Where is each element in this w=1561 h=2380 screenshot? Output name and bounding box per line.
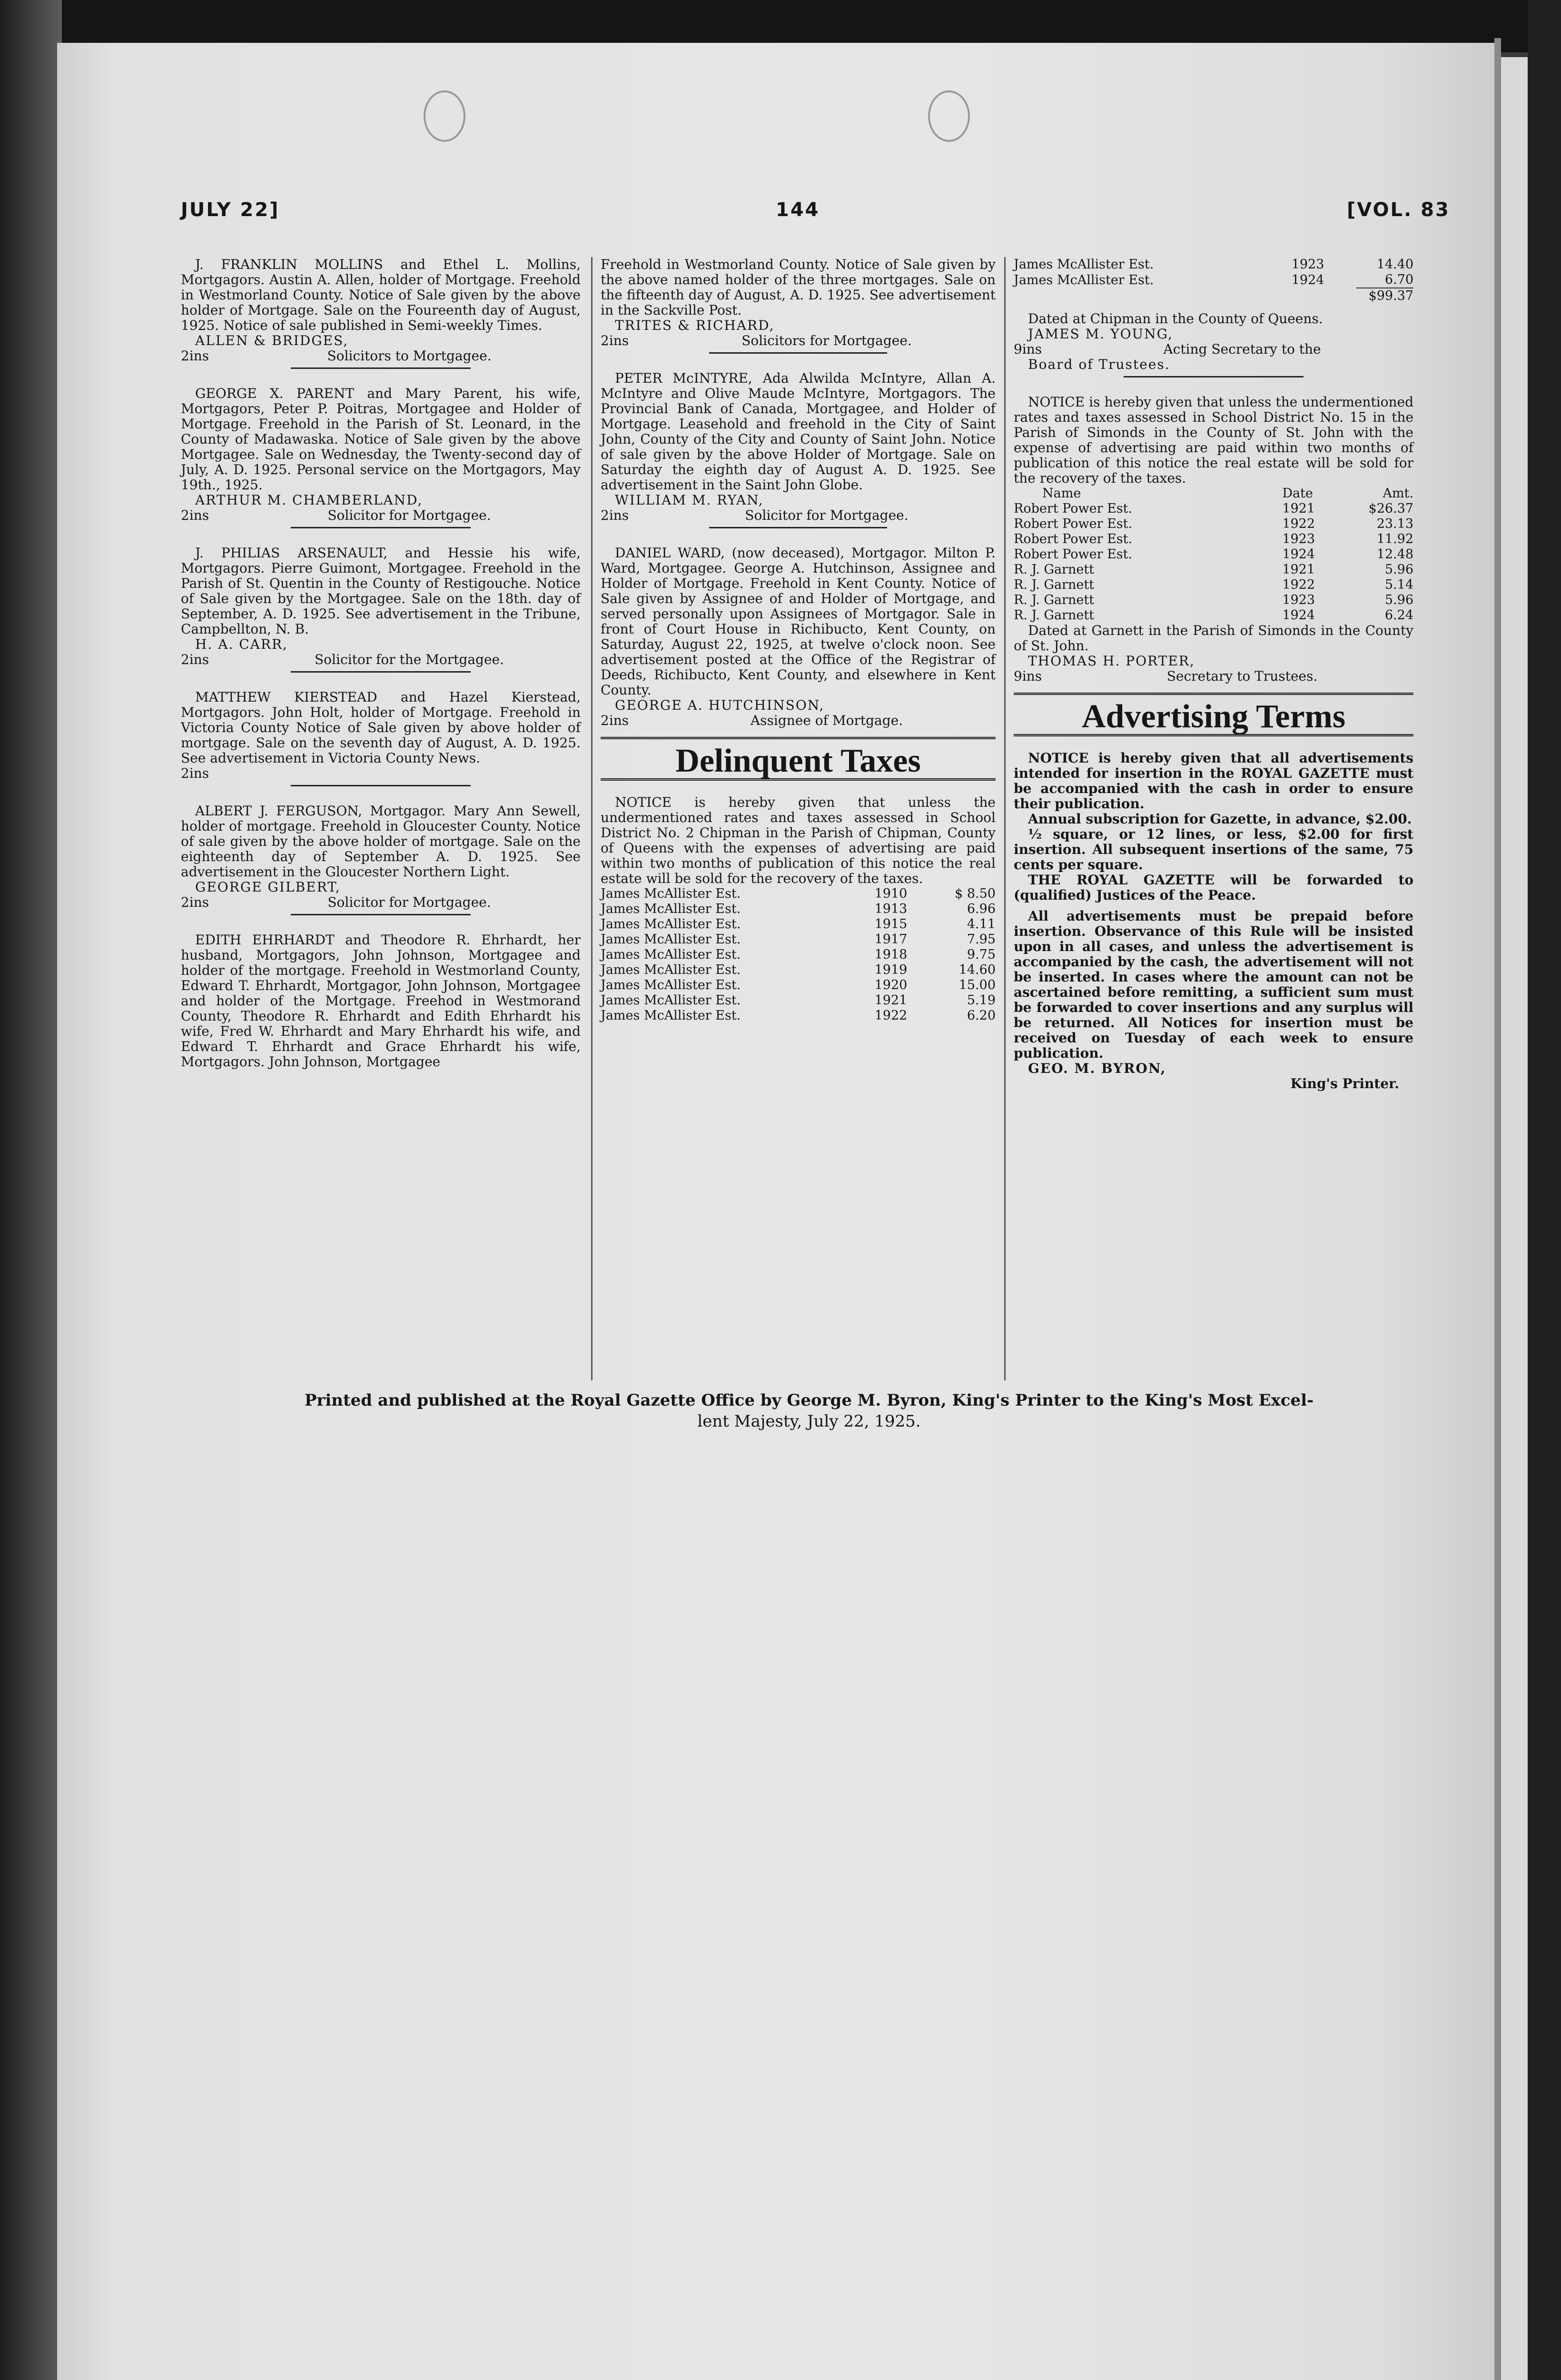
notice-text: PETER McINTYRE, Ada Alwilda McIntyre, Allan A. McIntyre and Olive Maude McIntyre, Mortgagors. The Provincial Bank of Canada, Mortgagee, and Holder of Mortgage. Leasehold and freehold in the City of Saint John, County of the City and County of Saint John. Notice of sale given by the above Holder of Mortgage. Sale on Saturday the eighth day of August A. D. 1925. See advertisement in the Saint John Globe. — [601, 370, 996, 493]
notice-text: EDITH EHRHARDT and Theodore R. Ehrhardt, her husband, Mortgagors, John Johnson, Mortgagee and holder of the mortgage. Freehold in Westmorland County, Edward T. Ehrhardt, Mortgagor, John Johnson, Mortgagee and holder of the Mortgage. Freehod in Westmorand County, Theodore R. Ehrhardt and Edith Ehrhardt his wife, Fred W. Ehrhardt and Mary Ehrhardt his wife, and Edward T. Ehrhardt and Grace Ehrhardt his wife, Mortgagors. John Johnson, Mortgagee — [181, 932, 581, 1070]
film-border-left — [0, 0, 62, 2380]
notice-ferguson — [181, 803, 581, 915]
subscription-rate: Annual subscription for Gazette, in advance, $2.00. — [1028, 811, 1412, 827]
table-row: Robert Power Est. 1924 12.48 — [1014, 547, 1413, 562]
signature-title: Solicitors for Mortgagee. — [741, 333, 912, 348]
table-row: R. J. Garnett 1921 5.96 — [1014, 562, 1413, 577]
signature: GEORGE A. HUTCHINSON, — [615, 697, 825, 713]
forwarding-note: THE ROYAL GAZETTE will be forwarded to (qualified) Justices of the Peace. — [1014, 872, 1413, 903]
notice-kierstead — [181, 690, 581, 786]
table-row: James McAllister Est. 1915 4.11 — [601, 917, 996, 932]
notice-ehrhardt — [181, 932, 581, 1070]
table-row: Robert Power Est. 1921 $26.37 — [1014, 501, 1413, 516]
notice-parent — [181, 386, 581, 528]
separator-rule — [291, 527, 471, 528]
separator-rule — [1124, 376, 1304, 377]
separator-rule — [291, 914, 471, 915]
notice-text: ALBERT J. FERGUSON, Mortgagor. Mary Ann Sewell, holder of mortgage. Freehold in Gloucester County. Notice of sale given by the above holder of mortgage. Sale on the eighteenth day of September A. D. 1925. See advertisement in the Gloucester Northern Light. — [181, 803, 581, 880]
table-row: Robert Power Est. 1922 23.13 — [1014, 516, 1413, 531]
imprint-line: lent Majesty, July 22, 1925. — [697, 1412, 921, 1431]
delinquent-notice: NOTICE is hereby given that unless the undermentioned rates and taxes assessed in School District No. 2 Chipman in the Parish of Chipman, County of Queens with the expenses of advertising are paid within two months of publication of this notice the real estate will be sold for the recovery of the taxes. — [601, 794, 996, 886]
signature: WILLIAM M. RYAN, — [615, 492, 764, 508]
signature: GEO. M. BYRON, — [1028, 1061, 1166, 1076]
signature-title: Solicitor for Mortgagee. — [327, 507, 491, 523]
separator-rule — [291, 785, 471, 786]
table-row: James McAllister Est. 1913 6.96 — [601, 902, 996, 916]
column-divider — [1004, 257, 1006, 1380]
advertising-terms-heading: Advertising Terms — [1081, 698, 1346, 735]
insertion-rate: ½ square, or 12 lines, or less, $2.00 for first insertion. All subsequent insertions of the same, 75 cents per square. — [1014, 826, 1413, 873]
notice-text: J. FRANKLIN MOLLINS and Ethel L. Mollins, Mortgagors. Austin A. Allen, holder of Mortgage. Freehold in Westmorland County. Notice of Sale given by the above holder of Mortgage. Sale on the Foureenth day of August, 1925. Notice of sale published in Semi-weekly Times. — [181, 257, 581, 333]
table-row: Robert Power Est. 1923 11.92 — [1014, 532, 1413, 546]
notice-text: GEORGE X. PARENT and Mary Parent, his wife, Mortgagors, Peter P. Poitras, Mortgagee and Holder of Mortgage. Freehold in the Parish of St. Leonard, in the County of Madawaska. Notice of Sale given by the above Mortgagee. Sale on Wednesday, the Twenty-second day of July, A. D. 1925. Personal service on the Mortgagors, May 19th., 1925. — [181, 386, 581, 493]
signature: H. A. CARR, — [195, 636, 288, 652]
punch-hole — [424, 90, 465, 142]
insertion-count: 2ins — [181, 652, 209, 667]
table-row: R. J. Garnett 1922 5.14 — [1014, 577, 1413, 592]
signature-title: Solicitors to Mortgagee. — [327, 348, 492, 364]
signature-title: Solicitor for Mortgagee. — [745, 507, 909, 523]
notice-text: J. PHILIAS ARSENAULT, and Hessie his wife, Mortgagors. Pierre Guimont, Mortgagee. Freehold in the Parish of St. Quentin in the County of Restigouche. Notice of Sale given by the Mortgagee. Sale on the 18th. day of September, A. D. 1925. See advertisement in the Tribune, Campbellton, N. B. — [181, 545, 581, 637]
section-rule — [1014, 693, 1413, 695]
delinquent-taxes-heading: Delinquent Taxes — [675, 743, 921, 779]
separator-rule — [291, 671, 471, 673]
column-divider — [591, 257, 593, 1380]
insertion-count: 2ins — [181, 765, 209, 781]
insertion-count: 2ins — [601, 713, 629, 728]
notice-text: Freehold in Westmorland County. Notice of Sale given by the above named holder of the three mortgages. Sale on the fifteenth day of August, A. D. 1925. See advertisement in the Sackville Post. — [601, 257, 996, 318]
signature-title: King's Printer. — [1290, 1076, 1399, 1091]
punch-hole — [928, 90, 970, 142]
imprint-line: Printed and published at the Royal Gazette Office by George M. Byron, King's Printer to the King's Most Excel- — [304, 1391, 1314, 1410]
next-page-edge — [1501, 57, 1528, 2380]
separator-rule — [709, 527, 887, 528]
table-row: James McAllister Est. 1918 9.75 — [601, 947, 996, 962]
signature: GEORGE GILBERT, — [195, 879, 341, 895]
signature: ARTHUR M. CHAMBERLAND, — [195, 492, 423, 508]
table-row: R. J. Garnett 1923 5.96 — [1014, 593, 1413, 607]
column-3 — [1014, 257, 1413, 1091]
table-row: James McAllister Est. 1920 15.00 — [601, 978, 996, 992]
tax-table-chipman-continued — [1014, 257, 1413, 304]
insertion-count: 9ins — [1014, 668, 1042, 684]
insertion-count: 2ins — [601, 507, 629, 523]
header-date: JULY 22] — [181, 199, 280, 221]
insertion-count: 2ins — [181, 348, 209, 364]
table-row: James McAllister Est. 1919 14.60 — [601, 962, 996, 977]
advertising-terms — [1014, 751, 1413, 1091]
column-2 — [601, 257, 996, 1023]
table-row — [1014, 288, 1413, 304]
signature-title: Board of Trustees. — [1028, 357, 1170, 372]
signature: JAMES M. YOUNG, — [1028, 326, 1173, 342]
table-row: James McAllister Est. 1917 7.95 — [601, 932, 996, 947]
notice-text: DANIEL WARD, (now deceased), Mortgagor. Milton P. Ward, Mortgagee. George A. Hutchinson, Assignee and Holder of Mortgage. Freehold in Kent County. Notice of Sale given by Assignee of and Holder of Mortgage, and served personally upon Assignees of Mortgagor. Sale in front of Court House in Richibucto, Kent County, on Saturday, August 22, 1925, at twelve o'clock noon. See advertisement posted at the Office of the Registrar of Deeds, Richibucto, Kent County, and elsewhere in Kent County. — [601, 545, 996, 698]
tax-table-simonds — [1014, 486, 1413, 623]
film-border-right — [1528, 0, 1561, 2380]
simonds-notice: NOTICE is hereby given that unless the undermentioned rates and taxes assessed in School District No. 15 in the Parish of Simonds in the County of St. John with the expense of advertising are paid within two months of publication of this notice the real estate will be sold for the recovery of the taxes. — [1014, 394, 1413, 486]
notice-ehrhardt-continued — [601, 257, 996, 354]
table-row: James McAllister Est. 1922 6.20 — [601, 1008, 996, 1023]
separator-rule — [709, 352, 887, 354]
dated-line: Dated at Garnett in the Parish of Simonds in the County of St. John. — [1014, 623, 1413, 654]
table-row: James McAllister Est. 1924 6.70 — [1014, 272, 1413, 288]
insertion-count: 9ins — [1014, 341, 1042, 357]
signature: THOMAS H. PORTER, — [1028, 653, 1195, 669]
page-number: 144 — [776, 199, 820, 221]
table-row: James McAllister Est. 1910 $ 8.50 — [601, 886, 996, 901]
signature-title: Acting Secretary to the — [1163, 341, 1321, 357]
signature-title: Solicitor for the Mortgagee. — [315, 652, 504, 667]
dated-line: Dated at Chipman in the County of Queens. — [1028, 311, 1323, 327]
column-1 — [181, 257, 581, 1086]
separator-rule — [291, 367, 471, 369]
binding-spine — [1494, 38, 1501, 2380]
notice-ward — [601, 545, 996, 728]
total-amount: $99.37 — [1356, 288, 1413, 304]
table-row: James McAllister Est. 1923 14.40 — [1014, 257, 1413, 272]
signature: TRITES & RICHARD, — [615, 317, 775, 333]
signature-title: Solicitor for Mortgagee. — [327, 894, 491, 910]
notice-text: MATTHEW KIERSTEAD and Hazel Kierstead, Mortgagors. John Holt, holder of Mortgage. Freehold in Victoria County Notice of Sale given by above holder of mortgage. Sale on the seventh day of August, A. D. 1925. See advertisement in Victoria County News. — [181, 689, 581, 766]
insertion-count: 2ins — [181, 894, 209, 910]
tax-table-chipman — [601, 886, 996, 1023]
advertising-notice: NOTICE is hereby given that all advertisements intended for insertion in the ROYAL GAZETTE must be accompanied with the cash in order to ensure their publication. — [1014, 750, 1413, 812]
signature-title: Assignee of Mortgage. — [750, 713, 903, 728]
insertion-count: 2ins — [601, 333, 629, 348]
notice-mcintyre — [601, 371, 996, 528]
table-row: R. J. Garnett 1924 6.24 — [1014, 608, 1413, 623]
notice-mollins — [181, 257, 581, 369]
imprint-footer — [190, 1390, 1428, 1432]
prepayment-rule: All advertisements must be prepaid before insertion. Observance of this Rule will be insisted upon in all cases, and unless the advertisement is accompanied by the cash, the advertisement will not be inserted. In cases where the amount can not be ascertained before remitting, a sufficient sum must be forwarded to cover insertions and any surplus will be returned. All Notices for insertion must be received on Tuesday of each week to ensure publication. — [1014, 908, 1413, 1061]
signature: ALLEN & BRIDGES, — [195, 333, 349, 348]
header-volume: [VOL. 83 — [1347, 199, 1450, 221]
notice-arsenault — [181, 545, 581, 673]
signature-title: Secretary to Trustees. — [1166, 668, 1318, 684]
insertion-count: 2ins — [181, 507, 209, 523]
table-row: James McAllister Est. 1921 5.19 — [601, 993, 996, 1008]
table-header: Name Date Amt. — [1042, 486, 1413, 501]
section-rule — [601, 737, 996, 739]
